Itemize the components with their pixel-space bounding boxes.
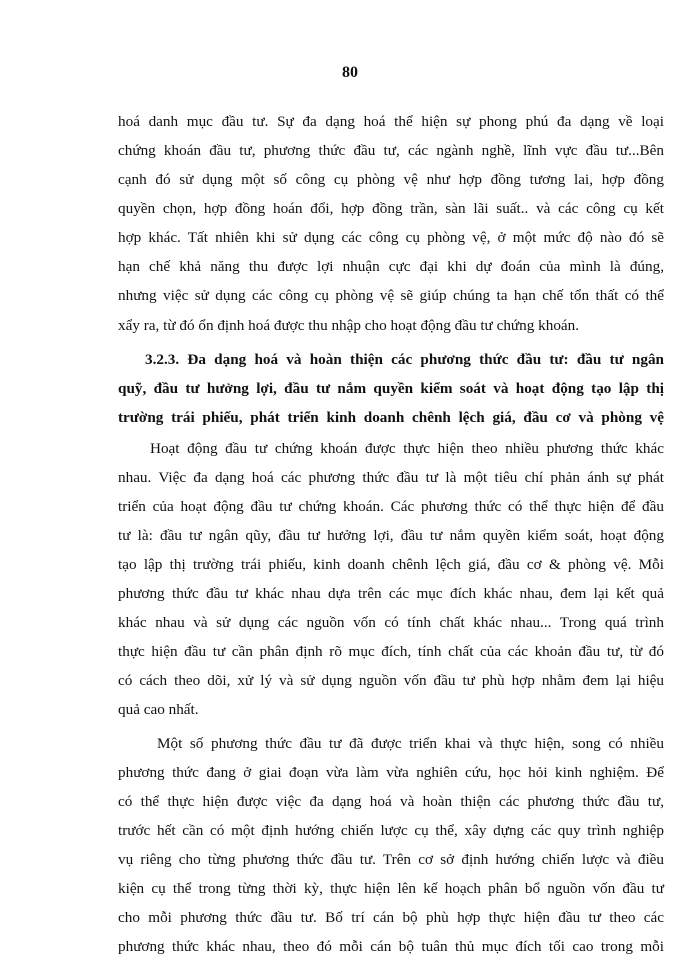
paragraph-3-line: cho mỗi phương thức đầu tư. Bố trí cán bộ phù hợp thực hiện đầu tư theo các (118, 909, 664, 926)
paragraph-3-line: phương thức khác nhau, theo đó mỗi cán bộ tuân thủ mục đích tối cao trong mỗi (118, 938, 664, 955)
paragraph-2-line: thực hiện đầu tư cần phân định rõ mục đích, tính chất của các khoản đầu tư, từ đó (118, 643, 664, 660)
paragraph-1-line: cạnh đó sử dụng một số công cụ phòng vệ như hợp đồng tương lai, hợp đồng (118, 171, 664, 188)
paragraph-2-line: tạo lập thị trường trái phiếu, kinh doanh chênh lệch giá, đầu cơ & phòng vệ. Mỗi (118, 556, 664, 573)
section-heading-line: trường trái phiếu, phát triển kinh doanh chênh lệch giá, đầu cơ và phòng vệ (118, 409, 664, 426)
paragraph-2-line: tư là: đầu tư ngân qũy, đầu tư hưởng lợi, đầu tư nắm quyền kiểm soát, hoạt động (118, 527, 664, 544)
paragraph-1-line: nhưng việc sử dụng các công cụ phòng vệ sẽ giúp chúng ta hạn chế tổn thất có thể (118, 287, 664, 304)
paragraph-1-line: xẩy ra, từ đó ổn định hoá được thu nhập cho hoạt động đầu tư chứng khoán. (118, 317, 580, 334)
paragraph-2-line: triển của hoạt động đầu tư chứng khoán. Các phương thức có thể thực hiện để đầu (118, 498, 664, 515)
paragraph-3-line: vụ riêng cho từng phương thức đầu tư. Trên cơ sở định hướng chiến lược và điều (118, 851, 664, 868)
paragraph-2-line: nhau. Việc đa dạng hoá các phương thức đầu tư là một tiêu chí phản ánh sự phát (118, 469, 664, 486)
paragraph-2-line: Hoạt động đầu tư chứng khoán được thực hiện theo nhiều phương thức khác (150, 440, 664, 457)
section-heading-line: 3.2.3. Đa dạng hoá và hoàn thiện các phương thức đầu tư: đầu tư ngân (145, 351, 664, 368)
paragraph-1-line: quyền chọn, hợp đồng hoán đổi, hợp đồng trần, sàn lãi suất.. và các công cụ kết (118, 200, 664, 217)
paragraph-3-line: phương thức đang ở giai đoạn vừa làm vừa nghiên cứu, học hỏi kinh nghiệm. Để (118, 764, 664, 781)
paragraph-3-line: Một số phương thức đầu tư đã được triển khai và thực hiện, song có nhiều (157, 735, 664, 752)
paragraph-1-line: hợp khác. Tất nhiên khi sử dụng các công cụ phòng vệ, ở một mức độ nào đó sẽ (118, 229, 664, 246)
paragraph-3-line: có thể thực hiện được việc đa dạng hoá và hoàn thiện các phương thức đầu tư, (118, 793, 664, 810)
paragraph-1-line: hoá danh mục đầu tư. Sự đa dạng hoá thể hiện sự phong phú đa dạng về loại (118, 113, 664, 130)
paragraph-2-line: quả cao nhất. (118, 701, 199, 718)
paragraph-3-line: trước hết cần có một định hướng chiến lược cụ thể, xây dựng các quy trình nghiệp (118, 822, 664, 839)
paragraph-1-line: chứng khoán đầu tư, phương thức đầu tư, các ngành nghề, lĩnh vực đầu tư...Bên (118, 142, 664, 159)
paragraph-2-line: khác nhau và sử dụng các nguồn vốn có tính chất khác nhau... Trong quá trình (118, 614, 664, 631)
paragraph-1-line: hạn chế khả năng thu được lợi nhuận cực đại khi dự đoán của mình là đúng, (118, 258, 664, 275)
paragraph-3-line: kiện cụ thể trong từng thời kỳ, thực hiện lên kế hoạch phân bổ nguồn vốn đầu tư (118, 880, 664, 897)
page-number: 80 (342, 64, 358, 81)
section-heading-line: quỹ, đầu tư hưởng lợi, đầu tư nắm quyền kiểm soát và hoạt động tạo lập thị (118, 380, 664, 397)
paragraph-2-line: có cách theo dõi, xử lý và sử dụng nguồn vốn đầu tư phù hợp nhằm đem lại hiệu (118, 672, 664, 689)
paragraph-2-line: phương thức đầu tư khác nhau dựa trên các mục đích khác nhau, đem lại kết quả (118, 585, 664, 602)
